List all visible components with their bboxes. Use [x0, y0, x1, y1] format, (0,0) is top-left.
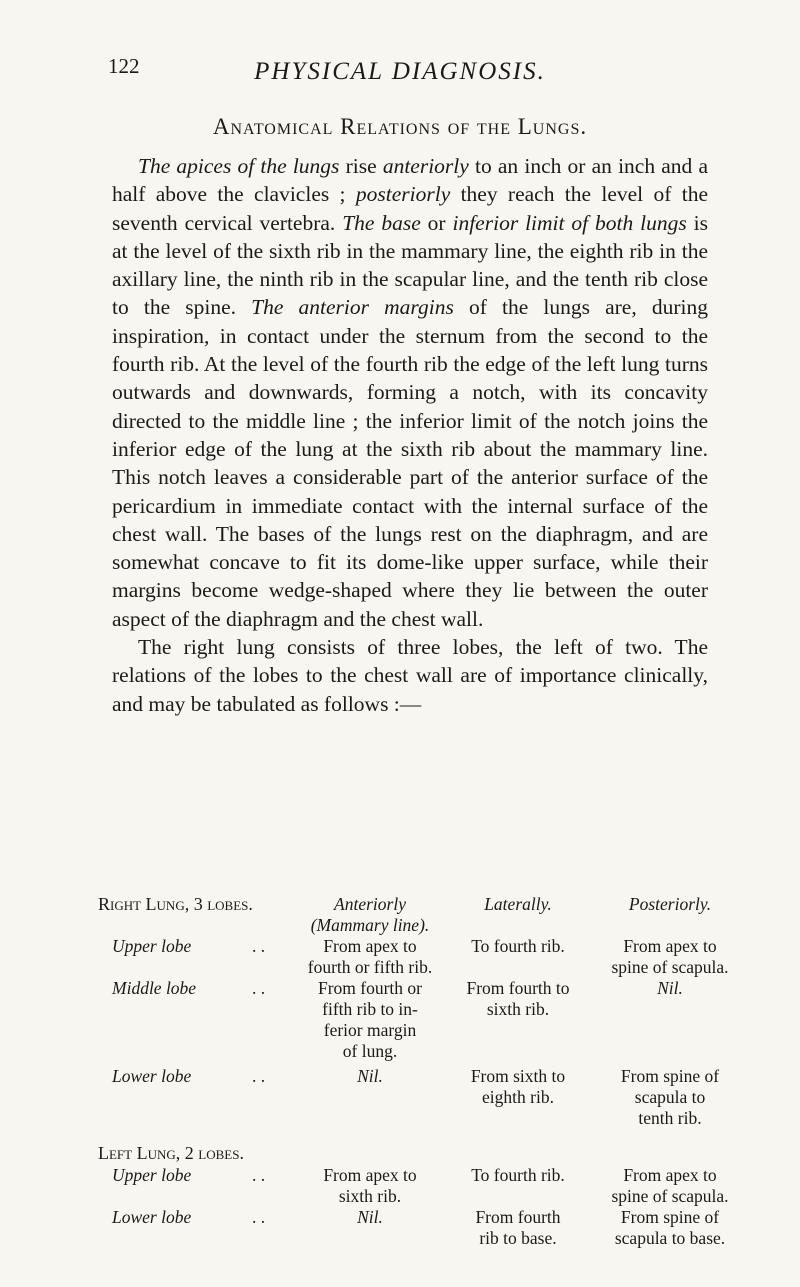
cell-laterally [456, 1165, 580, 1186]
table-row [104, 978, 754, 1066]
cell-line: spine of scapula. [611, 1186, 729, 1206]
text-run: is at the level of the sixth rib in the mammary line, the eighth rib in the axillary line, the ninth rib in the scapular line, and the tenth rib close to the spine. [112, 210, 708, 320]
cell-line: sixth rib. [486, 999, 550, 1019]
text-run: they reach the level of the seventh cervical vertebra. [112, 182, 708, 235]
table-row [104, 1207, 754, 1249]
cell-line: From fourth to [466, 978, 570, 998]
cell-line: tenth rib. [638, 1108, 702, 1128]
cell-anteriorly [294, 1066, 446, 1087]
text-run: of the lungs are, during inspiration, in contact under the sternum from the second to the fourth rib. At the level of the fourth rib the edge of the left lung turns outwards and downwards, forming a notch, with its concavity directed to the middle line ; the inferior limit of the notch joins the inferior edge of the lung at the sixth rib about the mammary line. This notch leaves a considerable part of the anterior surface of the pericardium in immediate contact with the internal surface of the chest wall. The bases of the lungs rest on the diaphragm, and are somewhat concave to fit its dome-like upper surface, while their margins become wedge-shaped where they lie between the outer aspect of the diaphragm and the chest wall. [112, 295, 708, 631]
leader-dots: . . [252, 978, 266, 998]
leader-dots: . . [252, 1207, 266, 1227]
body-text [112, 152, 708, 718]
lobe-label [112, 1066, 297, 1087]
italic-phrase: anteriorly [382, 154, 469, 178]
cell-line: From apex to [623, 1165, 717, 1185]
col-heading-posteriorly: Posteriorly. [628, 894, 712, 914]
col-heading-laterally: Laterally. [484, 894, 552, 914]
left-lung-heading-row [98, 1143, 754, 1165]
cell-posteriorly [586, 1165, 754, 1207]
paragraph-2: The right lung consists of three lobes, the left of two. The relations of the lobes to the chest wall are of importance clinically, and may be tabulated as follows :— [112, 635, 708, 716]
col-heading-anteriorly [294, 894, 446, 936]
cell-line: Nil. [657, 978, 683, 998]
cell-line: From fourth [475, 1207, 561, 1227]
lobe-name: Middle lobe [112, 978, 197, 998]
col-heading-line: Anteriorly [334, 894, 406, 914]
cell-anteriorly [294, 1207, 446, 1228]
cell-line: ferior margin [323, 1020, 417, 1040]
cell-posteriorly [586, 978, 754, 999]
cell-line: scapula to base. [614, 1228, 726, 1248]
cell-anteriorly [294, 936, 446, 978]
cell-anteriorly [294, 978, 446, 1062]
italic-phrase: inferior limit of both lungs [452, 210, 687, 235]
text-run: or [420, 210, 453, 235]
italic-phrase: The anterior margins [251, 295, 454, 320]
left-lung-heading: Left Lung, 2 lobes. [98, 1143, 244, 1163]
cell-line: To fourth rib. [471, 1165, 565, 1185]
table-row [104, 1165, 754, 1207]
cell-line: From fourth or [317, 978, 423, 998]
lobe-label [112, 1207, 297, 1228]
cell-posteriorly [586, 1066, 754, 1129]
right-lung-heading: Right Lung, 3 lobes. [98, 894, 253, 914]
section-title: Anatomical Relations of the Lungs. [212, 114, 588, 139]
running-head: PHYSICAL DIAGNOSIS. [254, 58, 546, 85]
cell-line: From apex to [323, 1165, 417, 1185]
italic-phrase: posteriorly [355, 182, 451, 207]
cell-line: Nil. [357, 1207, 383, 1227]
cell-line: rib to base. [479, 1228, 557, 1248]
lobe-name: Lower lobe [112, 1207, 192, 1227]
cell-line: From sixth to [470, 1066, 566, 1086]
paragraph-1 [112, 152, 708, 633]
cell-line: sixth rib. [338, 1186, 402, 1206]
table-row [104, 936, 754, 978]
leader-dots: . . [252, 936, 266, 956]
italic-phrase: The apices of the lungs [138, 154, 340, 178]
lobe-relations-table [98, 894, 754, 1249]
lobe-name: Upper lobe [112, 936, 192, 956]
cell-line: To fourth rib. [471, 936, 565, 956]
cell-laterally [456, 936, 580, 957]
cell-anteriorly [294, 1165, 446, 1207]
col-heading-line: (Mammary line). [310, 915, 430, 935]
italic-phrase: The base [342, 210, 421, 235]
cell-line: From apex to [323, 936, 417, 956]
text-run: to an inch or an inch and a half above the clavicles ; [112, 154, 709, 207]
cell-line: From apex to [623, 936, 717, 956]
cell-line: spine of scapula. [611, 957, 729, 977]
cell-line: fifth rib to in- [322, 999, 418, 1019]
cell-line: fourth or fifth rib. [307, 957, 433, 977]
cell-line: Nil. [357, 1066, 383, 1086]
cell-posteriorly [586, 1207, 754, 1249]
leader-dots: . . [252, 1066, 266, 1086]
text-run: rise [339, 154, 383, 178]
cell-line: of lung. [342, 1041, 398, 1061]
lobe-name: Lower lobe [112, 1066, 192, 1086]
cell-posteriorly [586, 936, 754, 978]
cell-laterally [456, 1207, 580, 1249]
page-number: 122 [108, 54, 140, 78]
lobe-name: Upper lobe [112, 1165, 192, 1185]
cell-line: From spine of [620, 1207, 720, 1227]
leader-dots: . . [252, 1165, 266, 1185]
cell-line: scapula to [634, 1087, 706, 1107]
cell-laterally [456, 1066, 580, 1108]
cell-line: From spine of [620, 1066, 720, 1086]
lobe-label [112, 978, 297, 999]
table-row [104, 1066, 754, 1143]
cell-line: eighth rib. [482, 1087, 554, 1107]
lobe-label [112, 1165, 297, 1186]
cell-laterally [456, 978, 580, 1020]
table-header-row [98, 894, 754, 936]
lobe-label [112, 936, 297, 957]
